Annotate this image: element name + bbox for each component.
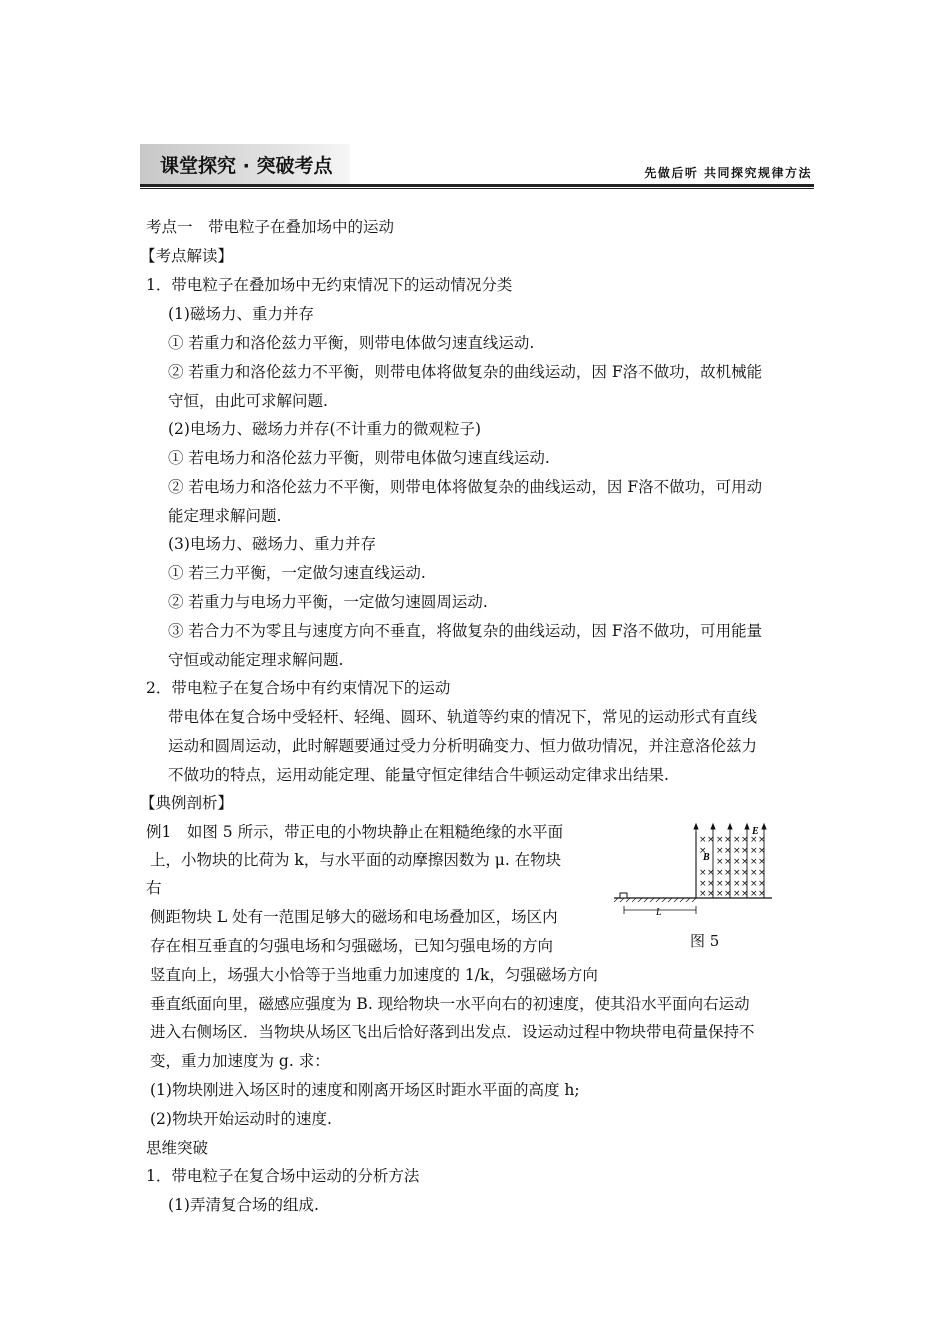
block <box>620 893 627 898</box>
svg-text:×: × <box>716 846 724 856</box>
svg-text:×: × <box>699 879 707 889</box>
svg-text:×: × <box>716 857 724 867</box>
svg-text:×: × <box>758 889 766 899</box>
svg-text:×: × <box>716 889 724 899</box>
svg-text:×: × <box>724 857 732 867</box>
svg-text:×: × <box>699 835 707 845</box>
svg-text:×: × <box>724 835 732 845</box>
text-line: 1．带电粒子在叠加场中无约束情况下的运动情况分类 <box>146 276 513 294</box>
text-line: 2．带电粒子在复合场中有约束情况下的运动 <box>146 679 451 697</box>
svg-text:×: × <box>733 868 741 878</box>
question-item: (2)物块开始运动时的速度. <box>150 1110 332 1128</box>
question-item: (1)物块刚进入场区时的速度和刚离开场区时距水平面的高度 h; <box>150 1081 580 1099</box>
svg-text:×: × <box>733 857 741 867</box>
text-line: (1)磁场力、重力并存 <box>168 305 314 323</box>
subsection-label: 【考点解读】 <box>140 247 234 265</box>
figure-5-diagram <box>612 822 792 922</box>
svg-text:×: × <box>741 857 749 867</box>
example-line: 垂直纸面向里，磁感应强度为 B. 现给物块一水平向右的初速度，使其沿水平面向右运动 <box>150 995 750 1013</box>
svg-text:×: × <box>724 879 732 889</box>
text-line: ① 若三力平衡，一定做匀速直线运动. <box>168 564 426 582</box>
label-L: L <box>656 907 662 918</box>
svg-text:×: × <box>741 889 749 899</box>
svg-text:×: × <box>707 889 715 899</box>
text-line: ② 若电场力和洛伦兹力不平衡，则带电体将做复杂的曲线运动，因 F洛不做功，可用动 <box>168 478 763 496</box>
text-line: 能定理求解问题. <box>168 507 282 525</box>
figure-caption: 图 5 <box>690 932 720 950</box>
svg-text:×: × <box>724 889 732 899</box>
example-line: 进入右侧场区．当物块从场区飞出后恰好落到出发点．设运动过程中物块带电荷量保持不 <box>150 1023 755 1041</box>
text-line: (3)电场力、磁场力、重力并存 <box>168 535 376 553</box>
svg-text:×: × <box>733 879 741 889</box>
svg-text:×: × <box>750 889 758 899</box>
svg-text:×: × <box>750 868 758 878</box>
svg-text:×: × <box>750 835 758 845</box>
svg-text:×: × <box>724 868 732 878</box>
svg-text:×: × <box>750 846 758 856</box>
text-line: 守恒或动能定理求解问题. <box>168 651 344 669</box>
label-E: E <box>752 826 759 837</box>
svg-text:×: × <box>733 889 741 899</box>
svg-text:×: × <box>707 868 715 878</box>
svg-text:×: × <box>699 846 707 856</box>
svg-text:×: × <box>758 868 766 878</box>
text-line: ② 若重力和洛伦兹力不平衡，则带电体将做复杂的曲线运动，因 F洛不做功，故机械能 <box>168 363 763 381</box>
text-line: 不做功的特点，运用动能定理、能量守恒定律结合牛顿运动定律求出结果. <box>168 766 669 784</box>
text-line: ① 若重力和洛伦兹力平衡，则带电体做匀速直线运动. <box>168 334 535 352</box>
text-line: ③ 若合力不为零且与速度方向不垂直，将做复杂的曲线运动，因 F洛不做功，可用能量 <box>168 622 763 640</box>
subsection-label: 【典例剖析】 <box>140 794 234 812</box>
svg-text:×: × <box>733 835 741 845</box>
example-line: 竖直向上，场强大小恰等于当地重力加速度的 1/k，匀强磁场方向 <box>150 966 598 984</box>
svg-text:×: × <box>741 846 749 856</box>
text-line: 守恒，由此可求解问题. <box>168 392 328 410</box>
svg-text:×: × <box>724 846 732 856</box>
label-B: B <box>703 852 710 863</box>
svg-text:×: × <box>716 835 724 845</box>
svg-text:×: × <box>758 879 766 889</box>
text-line: (1)弄清复合场的组成. <box>168 1196 319 1214</box>
text-line: 1．带电粒子在复合场中运动的分析方法 <box>146 1167 420 1185</box>
svg-text:×: × <box>750 879 758 889</box>
svg-text:×: × <box>716 868 724 878</box>
text-line: (2)电场力、磁场力并存(不计重力的微观粒子) <box>168 420 482 438</box>
section-subtitle: 先做后听 共同探究规律方法 <box>644 166 812 180</box>
example-line: 变，重力加速度为 g. 求： <box>150 1052 330 1070</box>
svg-text:×: × <box>699 868 707 878</box>
svg-text:×: × <box>758 835 766 845</box>
svg-text:×: × <box>733 846 741 856</box>
example-line: 侧距物块 L 处有一范围足够大的磁场和电场叠加区，场区内 <box>150 908 558 926</box>
svg-text:×: × <box>758 857 766 867</box>
example-line: 右 <box>146 879 162 897</box>
svg-text:×: × <box>699 889 707 899</box>
text-line: 运动和圆周运动，此时解题要通过受力分析明确变力、恒力做功情况，并注意洛伦兹力 <box>168 737 758 755</box>
svg-text:×: × <box>707 879 715 889</box>
text-line: ① 若电场力和洛伦兹力平衡，则带电体做匀速直线运动. <box>168 449 550 467</box>
example-line: 例1 如图 5 所示，带正电的小物块静止在粗糙绝缘的水平面 <box>146 823 564 841</box>
text-line: 带电体在复合场中受轻杆、轻绳、圆环、轨道等约束的情况下，常见的运动形式有直线 <box>168 708 758 726</box>
subsection-label: 思维突破 <box>146 1139 209 1157</box>
svg-text:×: × <box>758 846 766 856</box>
svg-text:×: × <box>741 879 749 889</box>
svg-text:×: × <box>741 835 749 845</box>
section-title: 课堂探究 · 突破考点 <box>160 155 333 177</box>
svg-text:×: × <box>707 835 715 845</box>
svg-text:×: × <box>741 868 749 878</box>
header-rule <box>140 184 814 187</box>
svg-text:×: × <box>716 879 724 889</box>
svg-text:×: × <box>750 857 758 867</box>
example-line: 上，小物块的比荷为 k，与水平面的动摩擦因数为 μ. 在物块 <box>150 851 562 869</box>
header-rule-thin <box>140 188 814 189</box>
topic-heading: 考点一 带电粒子在叠加场中的运动 <box>146 218 395 236</box>
text-line: ② 若重力与电场力平衡，一定做匀速圆周运动. <box>168 593 488 611</box>
example-line: 存在相互垂直的匀强电场和匀强磁场，已知匀强电场的方向 <box>150 937 554 955</box>
section-header <box>140 144 814 188</box>
